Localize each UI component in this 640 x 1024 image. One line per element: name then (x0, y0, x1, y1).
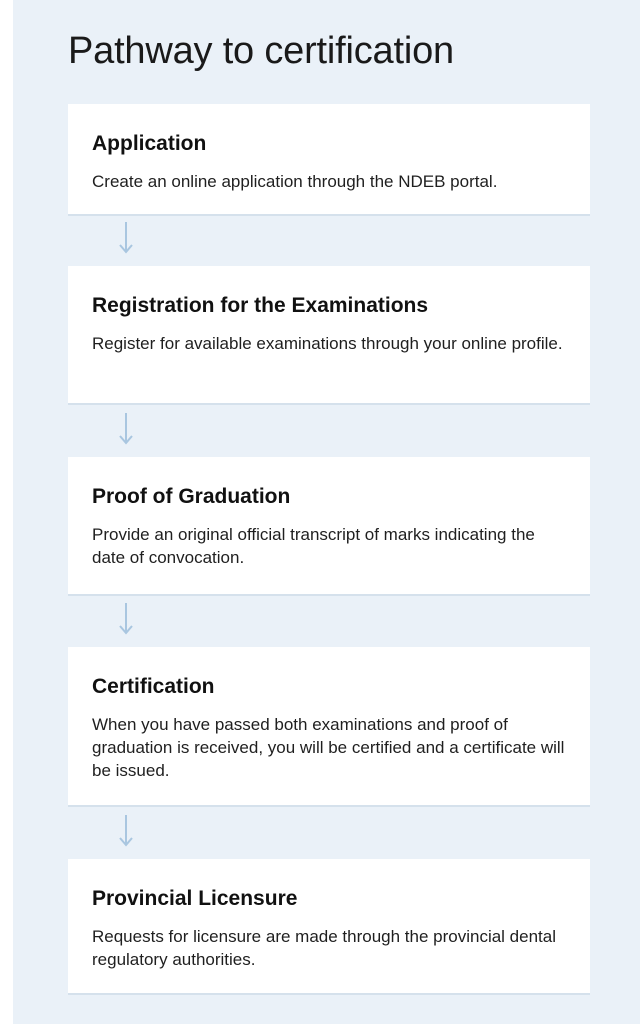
step-card-certification (68, 647, 590, 805)
step-card-registration (68, 266, 590, 403)
step-description: Create an online application through the NDEB portal. (92, 172, 498, 191)
page-title: Pathway to certification (68, 30, 454, 72)
step-title: Provincial Licensure (92, 887, 298, 910)
arrow-down-icon (119, 603, 133, 635)
step-description: When you have passed both examinations and proof of graduation is received, you will be certified and a certificate will be issued. (92, 715, 565, 780)
step-title: Application (92, 132, 207, 155)
step-description: Requests for licensure are made through the provincial dental regulatory authorities. (92, 927, 556, 969)
step-description: Register for available examinations through your online profile. (92, 334, 563, 353)
step-card-provincial-licensure (68, 859, 590, 993)
arrow-down-icon (119, 413, 133, 445)
step-title: Registration for the Examinations (92, 294, 429, 317)
step-card-proof-of-graduation (68, 457, 590, 594)
page-margin (0, 0, 13, 1024)
step-title: Proof of Graduation (92, 485, 291, 508)
step-description: Provide an original official transcript of marks indicating the date of convocation. (92, 525, 535, 567)
arrow-down-icon (119, 222, 133, 254)
step-title: Certification (92, 675, 215, 698)
arrow-down-icon (119, 815, 133, 847)
step-card-application (68, 104, 590, 214)
